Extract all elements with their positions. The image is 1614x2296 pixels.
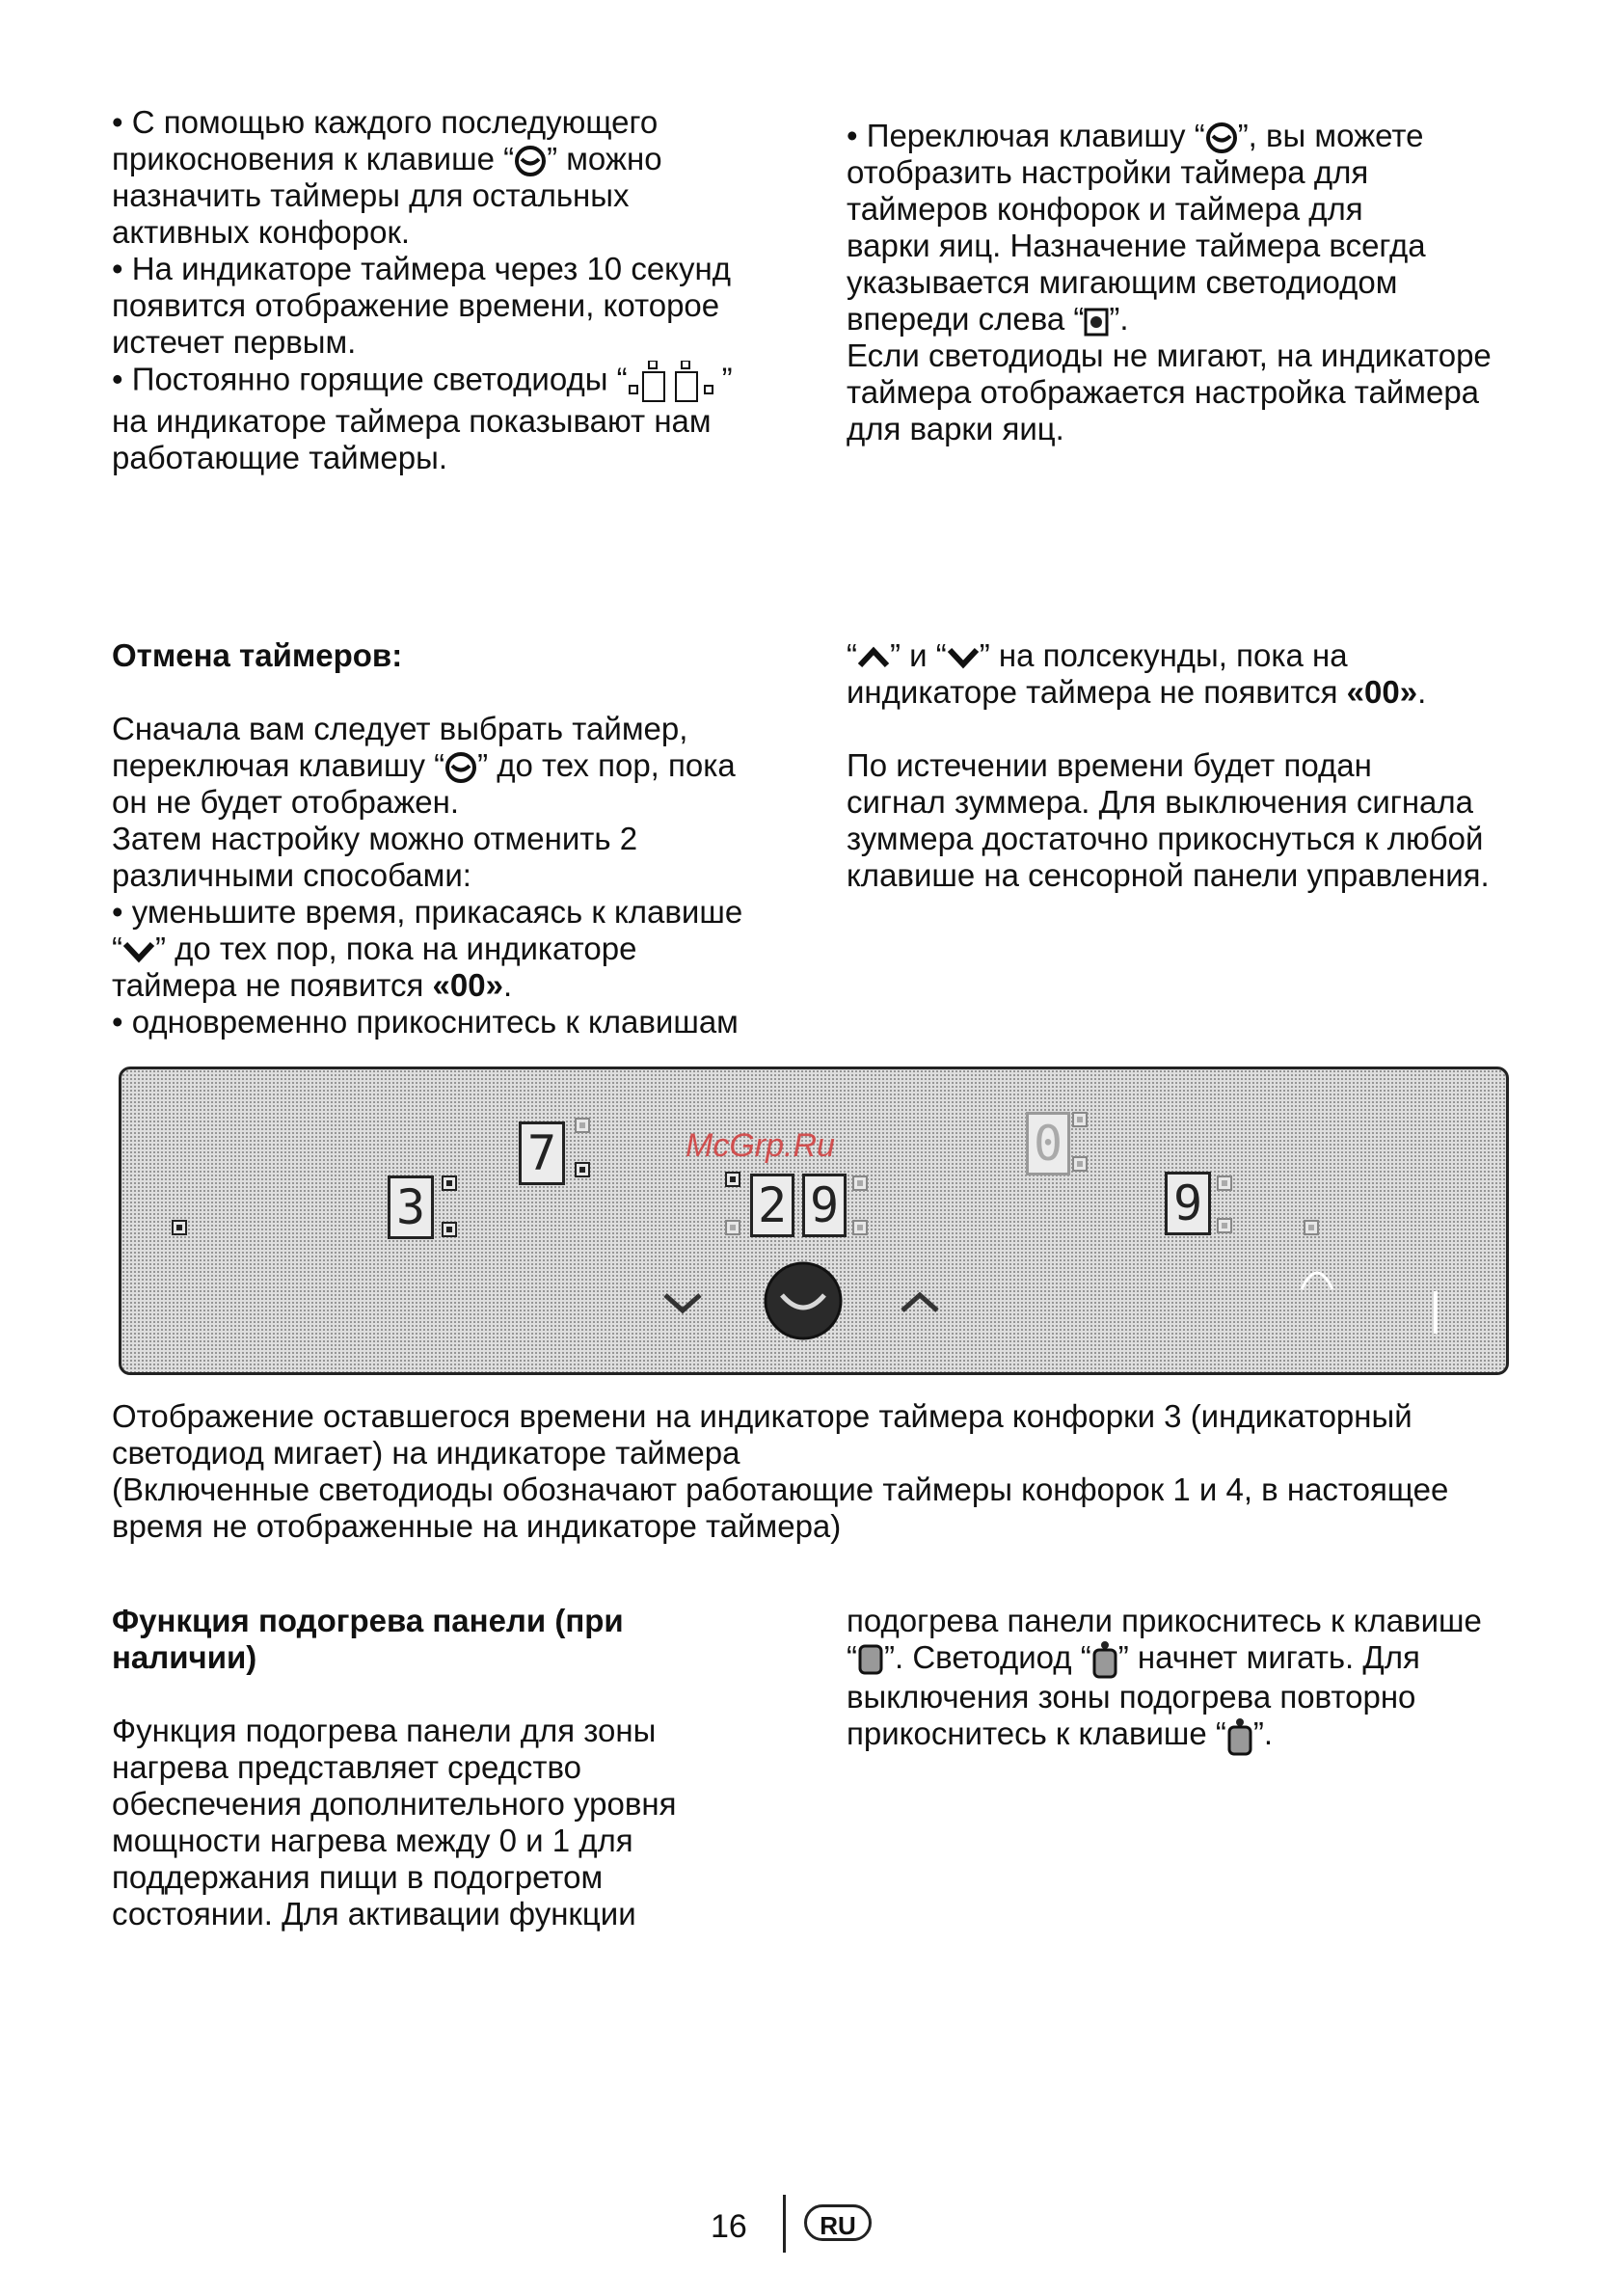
led-indicator xyxy=(725,1220,740,1235)
led-indicator xyxy=(442,1175,457,1191)
paragraph: • На индикаторе таймера через 10 секунд появится отображение времени, которое истечет первым. xyxy=(112,251,731,361)
paragraph: • Переключая клавишу “ ”, вы можете отобразить настройки таймера для таймеров конфорок и таймера для варки яиц. Назначение таймера всегда указывается мигающим светодиодом впереди слева “ ”. xyxy=(847,118,1426,338)
top-left-column xyxy=(112,104,787,476)
led-indicator xyxy=(1072,1112,1088,1127)
warming-right-column xyxy=(847,1603,1541,1756)
paragraph: Сначала вам следует выбрать таймер, переключая клавишу “ ” до тех пор, пока он не будет отображен. xyxy=(112,711,736,821)
paragraph: • Постоянно горящие светодиоды “ ” на индикаторе таймера показывают нам работающие таймеры. xyxy=(112,362,733,476)
led-indicator xyxy=(172,1220,187,1235)
led-indicator xyxy=(1304,1220,1319,1235)
chevron-down-icon xyxy=(122,940,155,963)
footer-divider xyxy=(783,2195,786,2253)
chevron-up-icon xyxy=(857,646,890,669)
caption-text: Отображение оставшегося времени на индикаторе таймера конфорки 3 (индикаторный светодиод мигает) на индикаторе таймера (Включенные светодиоды обозначают работающие таймеры конфорок 1 и 4, в настоящее время не отображенные на индикаторе таймера) xyxy=(112,1398,1449,1544)
led-indicator xyxy=(1217,1175,1232,1191)
blinking-led-icon xyxy=(1084,308,1109,337)
paragraph: Функция подогрева панели для зоны нагрева представляет средство обеспечения дополнительного уровня мощности нагрева между 0 и 1 для поддержания пищи в подогретом состоянии. Для активации функции xyxy=(112,1713,677,1931)
led-indicator xyxy=(575,1162,590,1177)
chevron-down-icon[interactable] xyxy=(661,1289,704,1316)
section-heading: Отмена таймеров: xyxy=(112,637,403,673)
timer-digit-tens: 2 xyxy=(750,1174,794,1237)
warming-key-icon xyxy=(857,1643,884,1676)
led-indicator xyxy=(725,1172,740,1187)
led-indicator xyxy=(575,1118,590,1133)
chevron-up-icon[interactable] xyxy=(899,1289,941,1316)
top-right-column xyxy=(847,118,1521,447)
paragraph: • уменьшите время, прикасаясь к клавише “ ” до тех пор, пока на индикаторе таймера не появится «00». xyxy=(112,894,743,1004)
led-indicator xyxy=(852,1220,868,1235)
paragraph: Затем настройку можно отменить 2 различными способами: xyxy=(112,821,638,894)
power-key-icon[interactable] xyxy=(1431,1291,1440,1334)
led-display-icon xyxy=(628,361,722,403)
warming-key-icon[interactable] xyxy=(1298,1262,1336,1291)
warming-led-icon xyxy=(1091,1640,1118,1679)
figure-caption xyxy=(112,1398,1539,1545)
led-indicator xyxy=(1217,1218,1232,1233)
page-number: 16 xyxy=(711,2208,747,2245)
paragraph: По истечении времени будет подан сигнал зуммера. Для выключения сигнала зуммера достаточно прикоснуться к любой клавише на сенсорной панели управления. xyxy=(847,747,1490,893)
paragraph: • одновременно прикоснитесь к клавишам xyxy=(112,1004,739,1040)
digit-display-cooktop-2: 7 xyxy=(519,1121,565,1185)
warming-key-icon xyxy=(1226,1717,1253,1756)
timer-key-icon[interactable] xyxy=(763,1260,844,1341)
digit-display-cooktop-3: 0 xyxy=(1026,1112,1070,1175)
paragraph: “ ” и “ ” на полсекунды, пока на индикаторе таймера не появится «00». xyxy=(847,637,1427,710)
watermark: McGrp.Ru xyxy=(686,1127,835,1164)
timer-key-icon xyxy=(1205,122,1238,154)
paragraph: • С помощью каждого последующего прикосновения к клавише “ ” можно назначить таймеры для остальных активных конфорок. xyxy=(112,104,662,251)
cancel-right-column xyxy=(847,637,1541,894)
control-panel-illustration xyxy=(119,1067,1509,1375)
timer-key-icon xyxy=(514,145,547,177)
digit-display-cooktop-1: 3 xyxy=(388,1175,434,1239)
led-indicator xyxy=(852,1175,868,1191)
section-heading: Функция подогрева панели (при наличии) xyxy=(112,1603,624,1675)
chevron-down-icon xyxy=(947,646,980,669)
digit-display-cooktop-4: 9 xyxy=(1165,1172,1211,1235)
timer-key-icon xyxy=(444,751,477,784)
cancel-left-column xyxy=(112,637,806,1040)
led-indicator xyxy=(1072,1156,1088,1172)
language-badge: RU xyxy=(804,2204,872,2241)
timer-digit-units: 9 xyxy=(802,1174,847,1237)
warming-left-column xyxy=(112,1603,806,1932)
paragraph: подогрева панели прикоснитесь к клавише “ ”. Светодиод “ ” начнет мигать. Для выключения зоны подогрева повторно прикоснитесь к клавише “ ”. xyxy=(847,1603,1541,1756)
led-indicator xyxy=(442,1222,457,1237)
paragraph: Если светодиоды не мигают, на индикаторе таймера отображается настройка таймера для варки яиц. xyxy=(847,338,1492,447)
